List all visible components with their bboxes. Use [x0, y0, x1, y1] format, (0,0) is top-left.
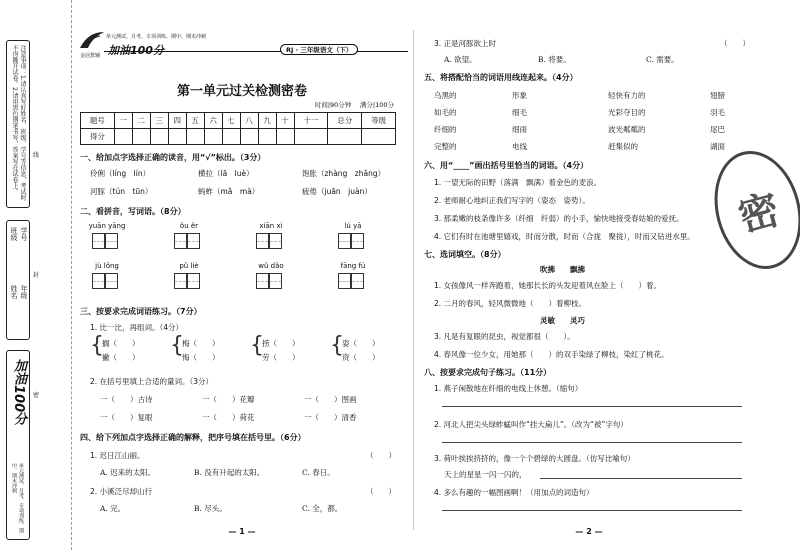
cut-label: 线: [33, 152, 40, 159]
score-table: [80, 112, 396, 145]
s4-q2: 2. 小溪泛尽却山行: [90, 487, 153, 496]
score-cell[interactable]: [240, 129, 258, 145]
s3-pair: 劳（ ）: [262, 353, 300, 362]
s3-pair: 梅（ ）: [182, 339, 220, 348]
writing-grid[interactable]: [92, 273, 118, 289]
section-6-title: 六、用“____”画出括号里恰当的词语。（4分）: [424, 161, 589, 170]
grid-cell[interactable]: [105, 233, 118, 249]
s3-mw: 一（ ）图画: [304, 395, 357, 404]
s6-item: 3. 那柔嫩的枝条像许多（纤细 纤弱）的小手，愉快地接受春姑娘的爱抚。: [434, 214, 684, 223]
brace: {: [250, 333, 264, 358]
s4-opt: B. 尽头。: [194, 504, 227, 513]
match-word[interactable]: 细毛: [512, 108, 527, 117]
pinyin-label: ǒu ěr: [179, 222, 199, 230]
grid-cell[interactable]: [269, 233, 282, 249]
score-cell[interactable]: [114, 129, 132, 145]
s4-opt: C. 全，都。: [302, 504, 343, 513]
pinyin-label: yuān yāng: [88, 222, 126, 230]
s3-pair: 悔（ ）: [182, 353, 220, 362]
score-head-cell: 六: [204, 113, 222, 129]
match-word[interactable]: 形象: [512, 91, 527, 100]
score-cell[interactable]: [258, 129, 276, 145]
tight-label: 密: [33, 392, 40, 399]
binding-strip: [0, 0, 72, 550]
score-head-cell: 四: [168, 113, 186, 129]
grid-cell[interactable]: [351, 273, 364, 289]
score-row: [81, 129, 396, 145]
score-cell[interactable]: [328, 129, 362, 145]
s8-item: 1. 燕子闲散地在纤细的电线上休憩。（缩句）: [434, 384, 583, 393]
score-head-cell: 二: [132, 113, 150, 129]
brace: {: [90, 333, 104, 358]
pinyin-label: jù lǒng: [95, 262, 119, 270]
s4-q2-answer: （ ）: [366, 487, 396, 496]
score-head-cell: 总分: [328, 113, 362, 129]
writing-grid[interactable]: [92, 233, 118, 249]
page-2: [420, 0, 758, 550]
s4-opt: C. 需要。: [646, 55, 679, 64]
s7-words-1: 吹拂 飘拂: [540, 265, 585, 274]
full-score: 满分|100分: [359, 101, 394, 109]
s8-item: 4. 多么有趣的一幅图画啊！（用加点的词造句）: [434, 488, 594, 497]
score-head-row: [81, 113, 396, 129]
match-word[interactable]: 细雨: [512, 125, 527, 134]
s3-pair: 搁（ ）: [102, 339, 140, 348]
grid-cell[interactable]: [187, 273, 200, 289]
answer-line[interactable]: [540, 478, 742, 479]
grid-cell[interactable]: [187, 233, 200, 249]
s3-mw: 一（ ）古诗: [100, 395, 153, 404]
s6-item: 1. 一望无际的田野（落满 飘满）着金色的麦浪。: [434, 178, 602, 187]
number-label: 学号: [20, 227, 28, 241]
s3-mw: 一（ ）清香: [304, 413, 357, 422]
s1-item: 疲倦（juān juàn）: [302, 187, 372, 196]
score-cell[interactable]: [276, 129, 294, 145]
brand-box: [6, 350, 30, 540]
score-head-cell: 三: [150, 113, 168, 129]
brand-small: 单元测试、月考、专项训练、期中、期末冲刺: [11, 463, 24, 533]
grid-cell[interactable]: [269, 273, 282, 289]
s3-pair: 姿（ ）: [342, 339, 380, 348]
s4-opt: A. 完。: [100, 504, 126, 513]
s4-opt: A. 迟来的太阳。: [100, 468, 156, 477]
grid-cell[interactable]: [92, 233, 105, 249]
match-word[interactable]: 湖面: [710, 142, 725, 151]
section-2-title: 二、看拼音，写词语。（8分）: [80, 207, 186, 216]
grid-cell[interactable]: [174, 233, 187, 249]
page-1: [76, 0, 408, 550]
brace: {: [330, 333, 344, 358]
score-cell[interactable]: [150, 129, 168, 145]
grid-cell[interactable]: [256, 273, 269, 289]
match-word[interactable]: 光彩夺目的: [608, 108, 646, 117]
s1-item: 河豚（tún tūn）: [90, 187, 153, 196]
s1-item: 蚂蚱（mǎ mà）: [198, 187, 260, 196]
logo-icon: [78, 30, 106, 50]
grade-label: 年级: [20, 285, 28, 299]
grid-cell[interactable]: [174, 273, 187, 289]
s3-pair: 捞（ ）: [262, 339, 300, 348]
score-head-cell: 等级: [362, 113, 396, 129]
s7-item: 3. 凡是有复眼的昆虫，视觉都很（ ）。: [434, 332, 575, 341]
pinyin-label: fāng fú: [340, 262, 366, 270]
score-head-cell: 五: [186, 113, 204, 129]
score-head-cell: 八: [240, 113, 258, 129]
s4-opt: C. 春日。: [302, 468, 335, 477]
s3-mw: 一（ ）花瓣: [202, 395, 255, 404]
pinyin-label: xiān xì: [259, 222, 283, 230]
s1-item: 伶俐（líng lín）: [90, 169, 151, 178]
s1-item: 饱胀（zhàng zhǎng）: [302, 169, 386, 178]
pinyin-label: wǔ dǎo: [258, 262, 284, 270]
s3-mw: 一（ ）复眼: [100, 413, 153, 422]
score-cell[interactable]: [294, 129, 328, 145]
page-divider: [413, 30, 414, 530]
writing-grid[interactable]: [338, 233, 364, 249]
grid-cell[interactable]: [351, 233, 364, 249]
page-number: — 2 —: [575, 527, 603, 536]
brace: {: [170, 333, 184, 358]
s8-item: 2. 河北人把尖头绿蚱蜢叫作“挂大扁儿”。（改为“被”字句）: [434, 420, 628, 429]
s3-pair: 撇（ ）: [102, 353, 140, 362]
section-5-title: 五、将搭配恰当的词语用线连起来。（4分）: [424, 73, 578, 82]
s7-item: 2. 二月的春风，轻风微微地（ ）着柳枝。: [434, 299, 587, 308]
score-cell[interactable]: [168, 129, 186, 145]
pinyin-label: lú yā: [344, 222, 362, 230]
seal-label: 封: [33, 272, 40, 279]
s6-item: 2. 老师耐心地纠正我们写字的（姿态 姿势）。: [434, 196, 590, 205]
grade-badge: RJ · 三年级语文（下）: [280, 44, 358, 55]
grid-cell[interactable]: [92, 273, 105, 289]
name-label: 姓名: [10, 285, 18, 299]
s4-opt: B. 将要。: [538, 55, 571, 64]
match-word[interactable]: 波光粼粼的: [608, 125, 646, 134]
s3-mw: 一（ ）荷花: [202, 413, 255, 422]
s7-words-2: 灵敏 灵巧: [540, 316, 585, 325]
match-word[interactable]: 尾巴: [710, 125, 725, 134]
score-head-cell: 题号: [81, 113, 115, 129]
score-cell[interactable]: [132, 129, 150, 145]
header-rule: [104, 51, 408, 52]
notes-text: 注意事项：1.请认真写好姓名、班级、学号等信息，考试时不得撕开试卷。2.请用黑色钢笔书写，答案写在试卷上。: [11, 45, 26, 201]
s4-q3: 3. 正是河豚欲上时: [434, 39, 497, 48]
match-word[interactable]: 如毛的: [434, 108, 457, 117]
match-word[interactable]: 轻快有力的: [608, 91, 646, 100]
writing-grid[interactable]: [174, 273, 200, 289]
slogan: 单元测试、月考、专项训练、期中、期末冲刺: [106, 34, 207, 40]
match-word[interactable]: 纤细的: [434, 125, 457, 134]
answer-line[interactable]: [442, 510, 742, 511]
time-info: [315, 100, 394, 109]
section-3-title: 三、按要求完成词语练习。（7分）: [80, 307, 202, 316]
score-cell[interactable]: [204, 129, 222, 145]
page-number: — 1 —: [228, 527, 256, 536]
match-word[interactable]: 电线: [512, 142, 527, 151]
s4-q3-answer: （ ）: [720, 39, 750, 48]
grid-cell[interactable]: [338, 273, 351, 289]
brand-vertical: 加油100分: [11, 359, 26, 426]
writing-grid[interactable]: [256, 273, 282, 289]
section-8-title: 八、按要求完成句子练习。（11分）: [424, 368, 552, 377]
s3-sub-1: 1. 比一比，再组词。（4分）: [90, 323, 184, 332]
s4-q1-answer: （ ）: [366, 451, 396, 460]
score-head-cell: 九: [258, 113, 276, 129]
answer-line[interactable]: [442, 442, 742, 443]
score-head-cell: 十: [276, 113, 294, 129]
grid-cell[interactable]: [338, 233, 351, 249]
time-limit: 时间|90分钟: [314, 101, 352, 109]
match-word[interactable]: 乌黑的: [434, 91, 457, 100]
s4-opt: B. 没有升起的太阳。: [194, 468, 265, 477]
s7-item: 4. 春风像一位少女，用她那（ ）的双手染绿了柳枝，染红了桃花。: [434, 350, 669, 359]
s8-3-prompt: 天上的星星一闪一闪的，: [444, 470, 527, 479]
logo-name: 金冠教辅: [80, 53, 101, 59]
match-word[interactable]: 羽毛: [710, 108, 725, 117]
page-title: 第一单元过关检测密卷: [176, 84, 307, 99]
s3-sub-2: 2. 在括号里填上合适的量词。（3分）: [90, 377, 214, 386]
writing-grid[interactable]: [174, 233, 200, 249]
score-cell[interactable]: [222, 129, 240, 145]
s3-pair: 资（ ）: [342, 353, 380, 362]
secret-stamp: 密: [702, 141, 800, 279]
score-head-cell: 七: [222, 113, 240, 129]
section-1-title: 一、给加点字选择正确的读音，用“√”标出。（3分）: [80, 153, 266, 162]
section-4-title: 四、给下列加点字选择正确的解释，把序号填在括号里。（6分）: [80, 433, 306, 442]
s8-item: 3. 荷叶挨挨挤挤的，像一个个碧绿的大圆盘。（仿写比喻句）: [434, 454, 635, 463]
brand-title: 加油100分: [108, 44, 164, 57]
grid-cell[interactable]: [256, 233, 269, 249]
writing-grid[interactable]: [256, 233, 282, 249]
s4-q1: 1. 迟日江山丽。: [90, 451, 145, 460]
score-head-cell: 一: [114, 113, 132, 129]
score-cell[interactable]: [362, 129, 396, 145]
class-label: 班级: [10, 227, 18, 241]
notes-box: [6, 40, 30, 208]
score-cell[interactable]: [186, 129, 204, 145]
score-head-cell: 十一: [294, 113, 328, 129]
student-info-box: [6, 220, 30, 340]
writing-grid[interactable]: [338, 273, 364, 289]
s4-opt: A. 欲望。: [444, 55, 477, 64]
s6-item: 4. 它们有时在池塘里嬉戏，时而分散，时而（合拢 聚拢），时而又钻进水里。: [434, 232, 695, 241]
match-word[interactable]: 完整的: [434, 142, 457, 151]
match-word[interactable]: 翅膀: [710, 91, 725, 100]
section-7-title: 七、选词填空。（8分）: [424, 250, 506, 259]
score-label: 得分: [81, 129, 115, 145]
answer-line[interactable]: [442, 406, 742, 407]
match-word[interactable]: 赶集似的: [608, 142, 638, 151]
s1-item: 横拉（lā luè）: [198, 169, 254, 178]
pinyin-label: pǔ liè: [179, 262, 199, 270]
s7-item: 1. 女孩像风一样奔跑着，她那长长的头发迎着风在脸上（ ）着。: [434, 281, 662, 290]
grid-cell[interactable]: [105, 273, 118, 289]
